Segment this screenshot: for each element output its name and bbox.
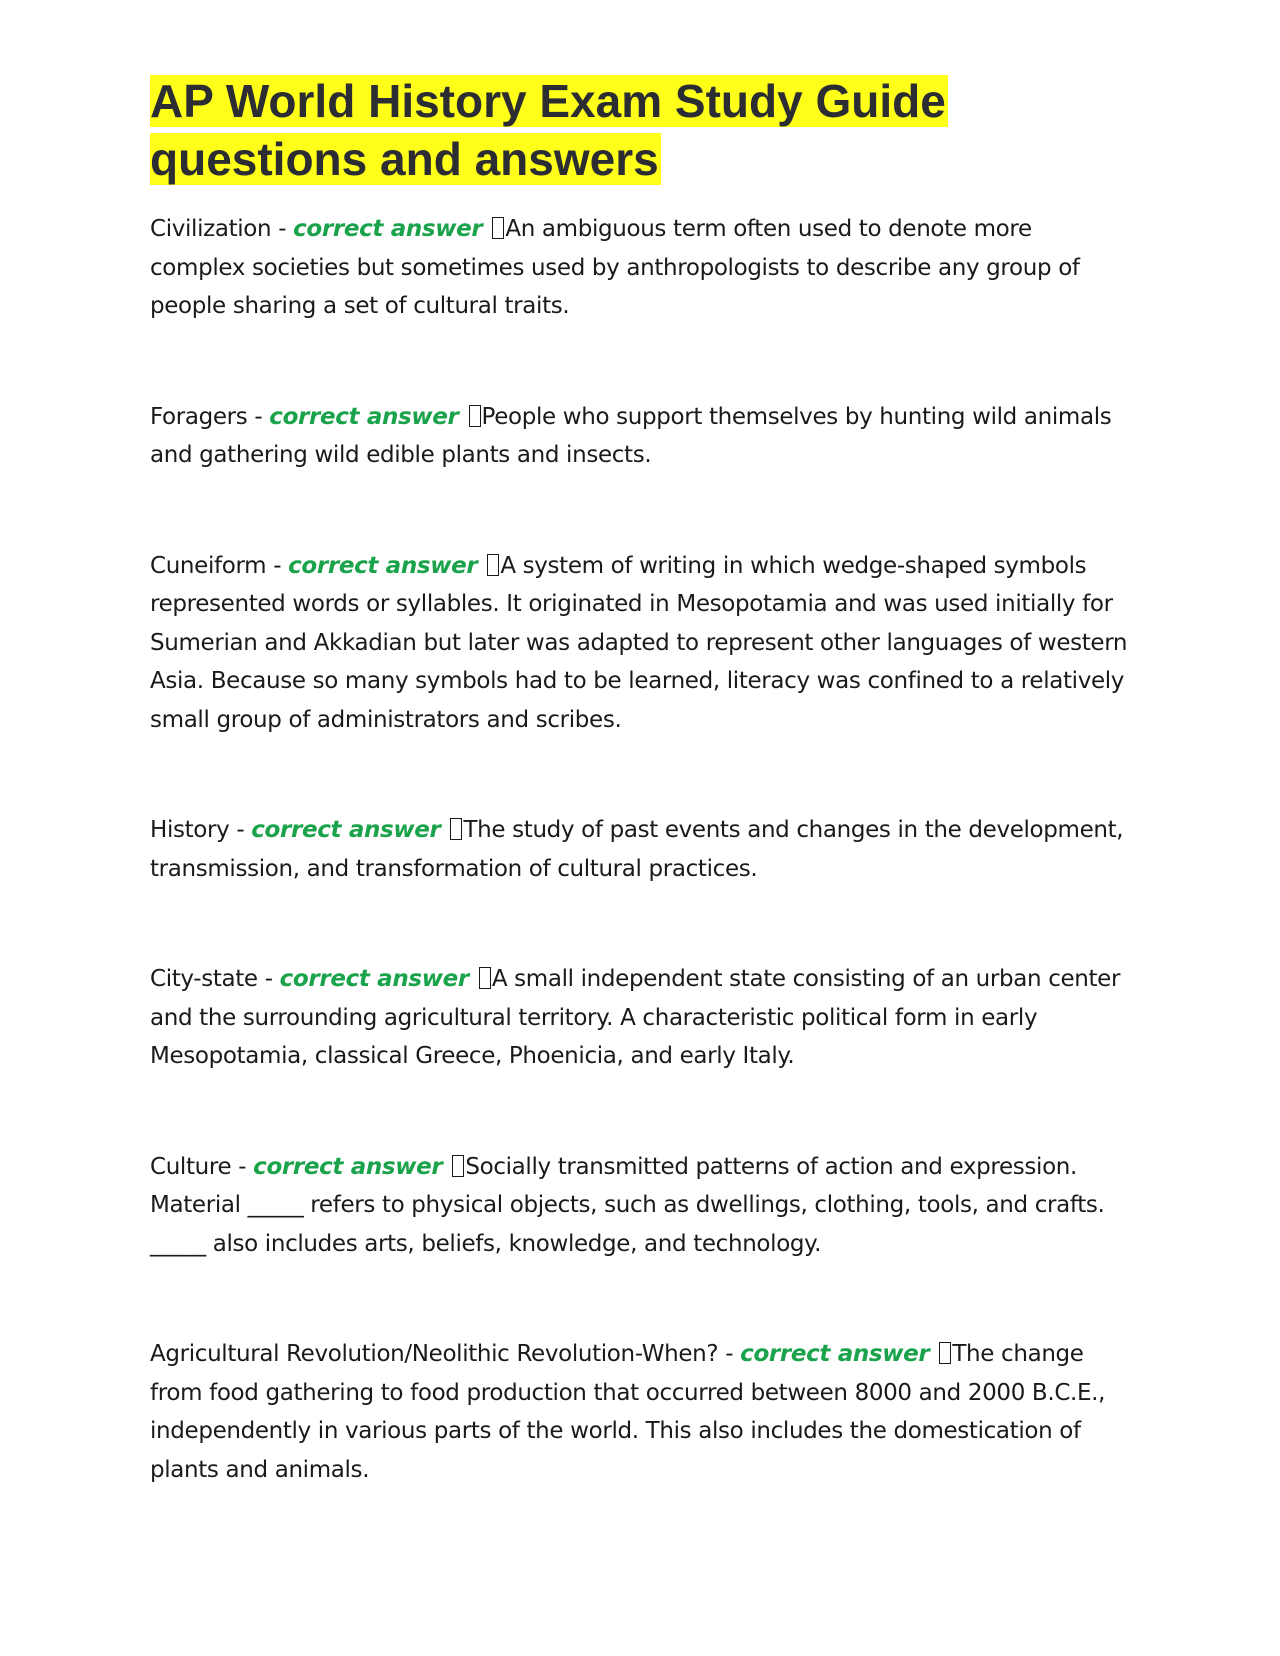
document-title — [150, 72, 1130, 188]
missing-glyph-box-icon — [479, 967, 491, 989]
entry-term: Foragers — [150, 403, 248, 430]
qa-entry: City-state - correct answer A small independent state consisting of an urban center and the surrounding agricultural territory. A characteristic political form in early Mesopotamia, classical Greece, Phoenicia, and early Italy. — [150, 966, 1121, 1069]
qa-entry: History - correct answer The study of past events and changes in the development, transmission, and transformation of cultural practices. — [150, 817, 1124, 882]
correct-answer-label: correct answer — [269, 403, 459, 430]
correct-answer-label: correct answer — [288, 552, 478, 579]
entry-term: Culture — [150, 1153, 232, 1180]
entry-list — [150, 210, 1130, 1489]
entry-term: City-state — [150, 966, 258, 992]
entry-definition: Socially transmitted patterns of action and expression. Material _____ refers to physical objects, such as dwellings, clothing, tools, and crafts. _____ also includes arts, beliefs, knowledge, and technology. — [150, 1153, 1105, 1257]
entry-term: Agricultural Revolution/Neolithic Revolution-When? — [150, 1341, 719, 1367]
missing-glyph-box-icon — [492, 217, 504, 239]
qa-entry: Cuneiform - correct answer A system of writing in which wedge-shaped symbols represented words or syllables. It originated in Mesopotamia and was used initially for Sumerian and Akkadian but later was adapted to represent other languages of western Asia. Because so many symbols had to be learned, literacy was confined to a relatively small group of administrators and scribes. — [150, 552, 1128, 733]
correct-answer-label: correct answer — [740, 1341, 930, 1367]
qa-entry: Culture - correct answer Socially transmitted patterns of action and expression. Material _____ refers to physical objects, such as dwellings, clothing, tools, and crafts. _____ also includes arts, beliefs, knowledge, and technology. — [150, 1153, 1105, 1257]
entry-definition: The study of past events and changes in the development, transmission, and transformation of cultural practices. — [150, 817, 1124, 882]
missing-glyph-box-icon — [939, 1342, 951, 1364]
qa-entry: Civilization - correct answer An ambiguous term often used to denote more complex societies but sometimes used by anthropologists to describe any group of people sharing a set of cultural traits. — [150, 216, 1080, 319]
correct-answer-label: correct answer — [279, 966, 469, 992]
qa-entry: Agricultural Revolution/Neolithic Revolution-When? - correct answer The change from food gathering to food production that occurred between 8000 and 2000 B.C.E., independently in various parts of the world. This also includes the domestication of plants and animals. — [150, 1341, 1106, 1483]
missing-glyph-box-icon — [452, 1155, 464, 1177]
entry-definition: A system of writing in which wedge-shaped symbols represented words or syllables. It originated in Mesopotamia and was used initially for Sumerian and Akkadian but later was adapted to represent other languages of western Asia. Because so many symbols had to be learned, literacy was confined to a relatively small group of administrators and scribes. — [150, 552, 1128, 733]
document-title-text: AP World History Exam Study Guide questions and answers — [150, 75, 946, 185]
entry-definition: People who support themselves by hunting wild animals and gathering wild edible plants and insects. — [150, 403, 1112, 468]
entry-definition: An ambiguous term often used to denote more complex societies but sometimes used by anthropologists to describe any group of people sharing a set of cultural traits. — [150, 216, 1080, 319]
missing-glyph-box-icon — [450, 818, 462, 840]
entry-term: History — [150, 817, 230, 843]
correct-answer-label: correct answer — [253, 1153, 443, 1180]
entry-definition: The change from food gathering to food production that occurred between 8000 and 2000 B.C.E., independently in various parts of the world. This also includes the domestication of plants and animals. — [150, 1341, 1106, 1483]
correct-answer-label: correct answer — [251, 817, 441, 843]
entry-term: Civilization — [150, 216, 272, 242]
document-page — [150, 72, 1130, 1561]
missing-glyph-box-icon — [487, 554, 499, 576]
entry-definition: A small independent state consisting of an urban center and the surrounding agricultural territory. A characteristic political form in early Mesopotamia, classical Greece, Phoenicia, and early Italy. — [150, 966, 1121, 1069]
missing-glyph-box-icon — [469, 405, 481, 427]
entry-term: Cuneiform — [150, 552, 267, 579]
qa-entry: Foragers - correct answer People who support themselves by hunting wild animals and gathering wild edible plants and insects. — [150, 403, 1112, 468]
correct-answer-label: correct answer — [293, 216, 483, 242]
